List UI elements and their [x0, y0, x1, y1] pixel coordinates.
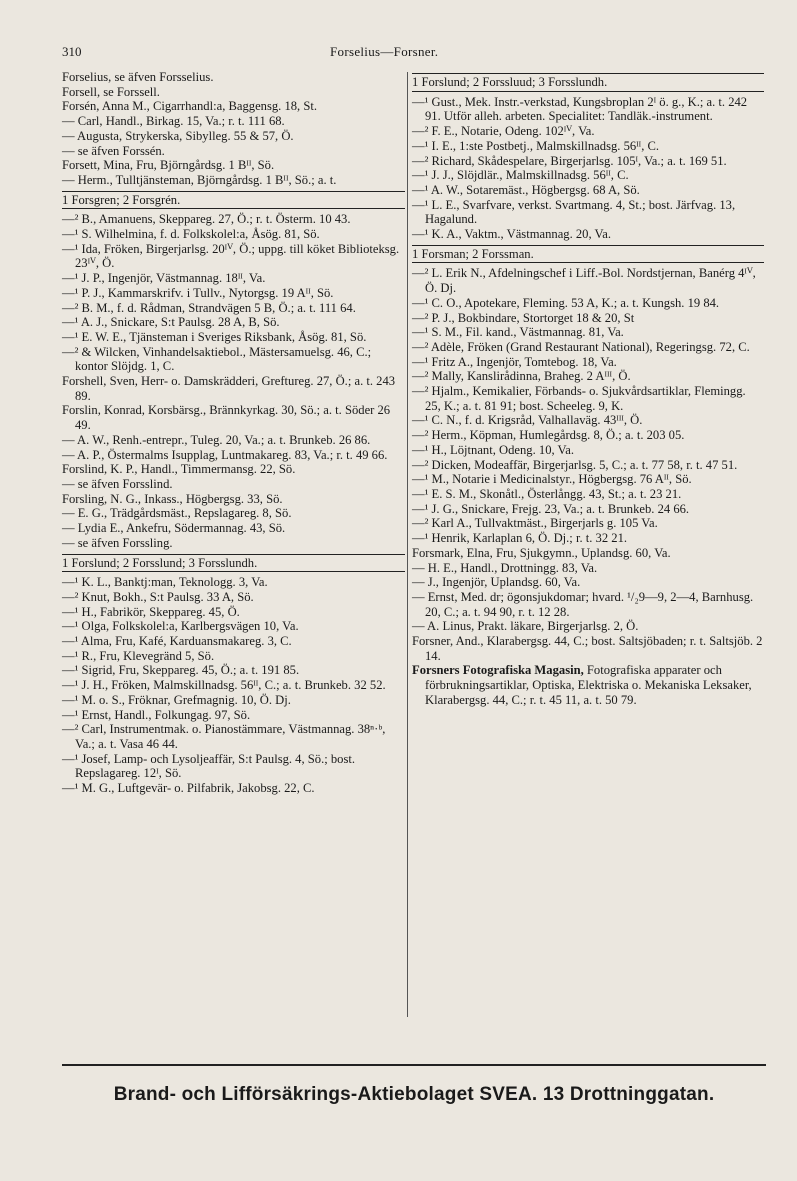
directory-entry: — se äfven Forssén. — [62, 143, 165, 158]
surname-group-header: 1 Forslund; 2 Forssluud; 3 Forsslundh. — [412, 73, 764, 92]
directory-entry: —¹ I. E., 1:ste Postbetj., Malmskillnadsg. 56ᴵᴵ, C. — [412, 138, 660, 153]
directory-entry: —¹ Gust., Mek. Instr.-verkstad, Kungsbroplan 2ᴵ ö. g., K.; a. t. 242 91. Utför alleh. arbeten. Specialitet: Tandläk.-instrument. — [412, 94, 748, 124]
directory-entry: — A. P., Östermalms Isupplag, Luntmakareg. 83, Va.; r. t. 49 66. — [62, 447, 388, 462]
directory-entry: —¹ E. W. E., Tjänsteman i Sveriges Riksbank, Åsög. 81, Sö. — [62, 329, 367, 344]
directory-entry: Forsell, se Forssell. — [62, 84, 160, 99]
directory-entry: — Herm., Tulltjänsteman, Björngårdsg. 1 Bᴵᴵ, Sö.; a. t. — [62, 172, 337, 187]
directory-entry: — Carl, Handl., Birkag. 15, Va.; r. t. 111 68. — [62, 114, 285, 129]
directory-entry: —¹ P. J., Kammarskrifv. i Tullv., Nytorgsg. 19 Aᴵᴵ, Sö. — [62, 285, 334, 300]
directory-entry: Forslind, K. P., Handl., Timmermansg. 22, Sö. — [62, 462, 296, 477]
directory-entry: —¹ M. G., Luftgevär- o. Pilfabrik, Jakobsg. 22, C. — [62, 781, 315, 796]
running-head: Forselius—Forsner. — [330, 44, 439, 59]
directory-entry: — Augusta, Strykerska, Sibylleg. 55 & 57, Ö. — [62, 128, 294, 143]
directory-entry: —¹ J. P., Ingenjör, Västmannag. 18ᴵᴵ, Va. — [62, 271, 266, 286]
directory-entry: —² B., Amanuens, Skeppareg. 27, Ö.; r. t. Österm. 10 43. — [62, 212, 351, 227]
directory-entry: —² Richard, Skådespelare, Birgerjarlsg. 105ᴵ, Va.; a. t. 169 51. — [412, 153, 727, 168]
directory-entry: —¹ L. E., Svarfvare, verkst. Svartmang. 4, St.; bost. Järfvag. 13, Hagalund. — [412, 197, 736, 227]
directory-entry: —¹ Ida, Fröken, Birgerjarlsg. 20ᴵⱽ, Ö.; uppg. till köket Biblioteksg. 23ᴵⱽ, Ö. — [62, 241, 400, 271]
right-column — [412, 70, 764, 708]
directory-entry: —² P. J., Bokbindare, Stortorget 18 & 20, St — [412, 310, 635, 325]
directory-entry: —² Karl A., Tullvaktmäst., Birgerjarls g. 105 Va. — [412, 516, 658, 531]
directory-entry: —¹ R., Fru, Klevegränd 5, Sö. — [62, 648, 215, 663]
page-number: 310 — [62, 44, 82, 59]
directory-entry: —² Knut, Bokh., S:t Paulsg. 33 A, Sö. — [62, 589, 254, 604]
directory-entry: — H. E., Handl., Drottningg. 83, Va. — [412, 560, 598, 575]
directory-entry: —¹ J. J., Slöjdlär., Malmskillnadsg. 56ᴵᴵ, C. — [412, 168, 629, 183]
directory-entry: —¹ Josef, Lamp- och Lysoljeaffär, S:t Paulsg. 4, Sö.; bost. Repslagareg. 12ᴵ, Sö. — [62, 751, 356, 781]
directory-entry: Forsmark, Elna, Fru, Sjukgymn., Uplandsg. 60, Va. — [412, 545, 671, 560]
directory-entry: —¹ E. S. M., Skonåtl., Österlångg. 43, St.; a. t. 23 21. — [412, 486, 682, 501]
surname-group-header: 1 Forsgren; 2 Forsgrén. — [62, 191, 405, 210]
advertisement-banner: Brand- och Lifförsäkrings-Aktiebolaget SVEA. 13 Drottninggatan. — [113, 1084, 715, 1105]
directory-entry: — Lydia E., Ankefru, Södermannag. 43, Sö. — [62, 521, 286, 536]
directory-entry: —¹ Fritz A., Ingenjör, Tomtebog. 18, Va. — [412, 354, 617, 369]
left-column — [62, 70, 405, 796]
directory-entry: —¹ Sigrid, Fru, Skeppareg. 45, Ö.; a. t. 191 85. — [62, 663, 300, 678]
directory-entry: —¹ H., Fabrikör, Skeppareg. 45, Ö. — [62, 604, 240, 619]
footer-rule — [62, 1064, 766, 1066]
directory-entry: —¹ K. A., Vaktm., Västmannag. 20, Va. — [412, 227, 611, 242]
directory-entry: —² Mally, Kanslirådinna, Braheg. 2 Aᴵᴵᴵ, Ö. — [412, 369, 631, 384]
directory-entry: —¹ Henrik, Karlaplan 6, Ö. Dj.; r. t. 32 21. — [412, 531, 628, 546]
directory-entry: Forsett, Mina, Fru, Björngårdsg. 1 Bᴵᴵ, Sö. — [62, 158, 275, 173]
directory-entry: — se äfven Forssling. — [62, 535, 173, 550]
directory-entry: —¹ C. O., Apotekare, Fleming. 53 A, K.; a. t. Kungsh. 19 84. — [412, 295, 720, 310]
directory-entry: — E. G., Trädgårdsmäst., Repslagareg. 8, Sö. — [62, 506, 292, 521]
directory-entry: —¹ S. Wilhelmina, f. d. Folkskolel:a, Åsög. 81, Sö. — [62, 227, 320, 242]
directory-entry: —¹ M. o. S., Fröknar, Grefmagnig. 10, Ö. Dj. — [62, 692, 291, 707]
directory-entry: —² Adèle, Fröken (Grand Restaurant National), Regeringsg. 72, C. — [412, 339, 750, 354]
directory-entry: Forsner, And., Klarabergsg. 44, C.; bost. Saltsjöbaden; r. t. Saltsjöb. 2 14. — [412, 634, 763, 663]
directory-entry: —² F. E., Notarie, Odeng. 102ᴵⱽ, Va. — [412, 124, 595, 139]
directory-entry: —² L. Erik N., Afdelningschef i Liff.-Bol. Nordstjernan, Banérg 4ᴵⱽ, Ö. Dj. — [412, 266, 756, 296]
directory-entry: —¹ Alma, Fru, Kafé, Karduansmakareg. 3, C. — [62, 634, 292, 649]
directory-entry: Forslin, Konrad, Korsbärsg., Brännkyrkag. 30, Sö.; a. t. Söder 26 49. — [62, 403, 391, 433]
directory-entry — [412, 663, 764, 707]
directory-entry: Forsling, N. G., Inkass., Högbergsg. 33, Sö. — [62, 491, 283, 506]
directory-entry: —² B. M., f. d. Rådman, Strandvägen 5 B, Ö.; a. t. 111 64. — [62, 300, 356, 315]
directory-entry: —¹ C. N., f. d. Krigsråd, Valhallaväg. 43ᴵᴵᴵ, Ö. — [412, 413, 643, 428]
directory-entry: —² Herm., Köpman, Humlegårdsg. 8, Ö.; a. t. 203 05. — [412, 428, 685, 443]
surname-group-header: 1 Forsman; 2 Forssman. — [412, 245, 764, 264]
entry-bold-name: Forsners Fotografiska Magasin, — [412, 663, 584, 678]
directory-entry: —¹ A. W., Sotaremäst., Högbergsg. 68 A, Sö. — [412, 182, 640, 197]
directory-entry: — Ernst, Med. dr; ögonsjukdomar; hvard. ¹/₂9—9, 2—4, Barnhusg. 20, C.; a. t. 94 90, r. t. 12 28. — [412, 589, 754, 619]
directory-entry: — se äfven Forsslind. — [62, 476, 173, 491]
directory-entry: —¹ A. J., Snickare, S:t Paulsg. 28 A, B, Sö. — [62, 315, 280, 330]
directory-entry: — A. Linus, Prakt. läkare, Birgerjarlsg. 2, Ö. — [412, 619, 639, 634]
directory-entry: Forselius, se äfven Forsselius. — [62, 70, 214, 84]
directory-entry: —¹ H., Löjtnant, Odeng. 10, Va. — [412, 442, 574, 457]
directory-entry: Forshell, Sven, Herr- o. Damskrädderi, Greftureg. 27, Ö.; a. t. 243 89. — [62, 374, 396, 403]
directory-entry: — A. W., Renh.-entrepr., Tuleg. 20, Va.; a. t. Brunkeb. 26 86. — [62, 432, 371, 447]
directory-entry: —¹ S. M., Fil. kand., Västmannag. 81, Va. — [412, 325, 624, 340]
directory-entry: —¹ J. G., Snickare, Frejg. 23, Va.; a. t. Brunkeb. 24 66. — [412, 501, 690, 516]
directory-entry: —¹ Olga, Folkskolel:a, Karlbergsvägen 10, Va. — [62, 619, 299, 634]
directory-entry: —¹ K. L., Banktj:man, Teknologg. 3, Va. — [62, 575, 268, 590]
directory-entry: —¹ M., Notarie i Medicinalstyr., Högbergsg. 76 Aᴵᴵ, Sö. — [412, 472, 692, 487]
directory-entry: — J., Ingenjör, Uplandsg. 60, Va. — [412, 575, 581, 590]
entry-text: Fotografiska apparater och förbrukningsartiklar, Optiska, Elektriska o. Mekaniska Leksaker, Klarabergsg. 44, C.; r. t. 45 11, a. t. 50 79. — [425, 663, 752, 707]
directory-entry: —² Dicken, Modeaffär, Birgerjarlsg. 5, C.; a. t. 77 58, r. t. 47 51. — [412, 457, 738, 472]
column-divider — [407, 72, 408, 1017]
directory-entry: Forsén, Anna M., Cigarrhandl:a, Baggensg. 18, St. — [62, 99, 317, 114]
directory-entry: —² Carl, Instrumentmak. o. Pianostämmare, Västmannag. 38ⁿ·ᵇ, Va.; a. t. Vasa 46 44. — [62, 722, 386, 751]
directory-entry: —¹ J. H., Fröken, Malmskillnadsg. 56ᴵᴵ, C.; a. t. Brunkeb. 32 52. — [62, 678, 386, 693]
directory-entry: —² Hjalm., Kemikalier, Förbands- o. Sjukvårdsartiklar, Flemingg. 25, K.; a. t. 81 91; bost. Scheeleg. 9, K. — [412, 384, 746, 413]
directory-entry: —² & Wilcken, Vinhandelsaktiebol., Mästersamuelsg. 46, C.; kontor Slöjdg. 1, C. — [62, 344, 372, 374]
surname-group-header: 1 Forslund; 2 Forsslund; 3 Forsslundh. — [62, 554, 405, 573]
directory-entry: —¹ Ernst, Handl., Folkungag. 97, Sö. — [62, 707, 251, 722]
